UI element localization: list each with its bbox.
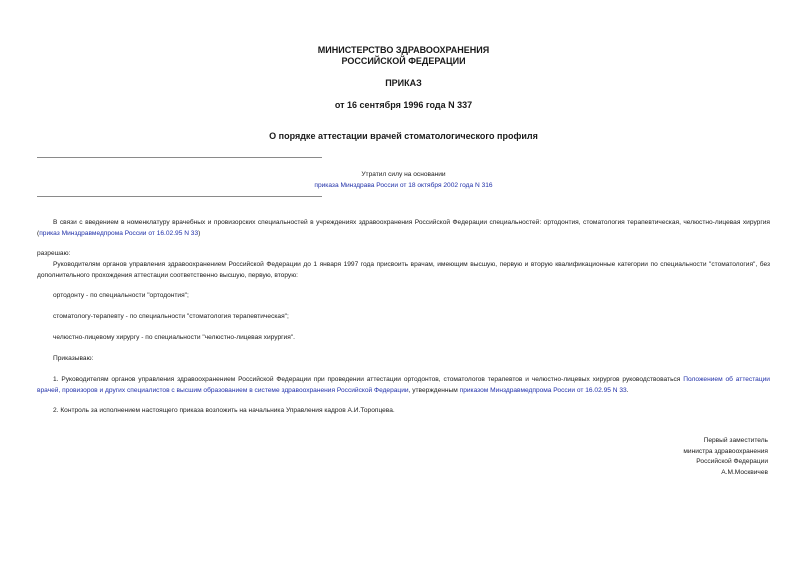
signature-block	[683, 436, 768, 478]
ministry-name-line2: РОССИЙСКОЙ ФЕДЕРАЦИИ	[341, 56, 466, 66]
ministry-name-line1: МИНИСТЕРСТВО ЗДРАВООХРАНЕНИЯ	[317, 45, 490, 55]
status-note-text: Утратил силу на основании	[361, 171, 446, 178]
document-date-number: от 16 сентября 1996 года N 337	[334, 100, 473, 110]
intro-order-link[interactable]: приказ Минздравмедпрома России от 16.02.95 N 33	[39, 230, 199, 237]
ministry-order-link[interactable]: приказом Минздравмедпрома России от 16.02.95 N 33	[459, 387, 627, 394]
point1-text: 1. Руководителям органов управления здравоохранением Российской Федерации при проведении аттестации ортодонтов, стоматологов терапевтов и челюстно-лицевых хирургов руководствоваться	[53, 376, 684, 383]
intro-text: В связи с введением в номенклатуру врачебных и провизорских специальностей в учреждениях здравоохранения Российской Федерации специальностей: ортодонтия, стоматология терапевтическая, челюстно-лицевая хирургия (	[37, 219, 770, 237]
intro-end: )	[198, 230, 201, 237]
status-note-line2	[0, 180, 807, 191]
regulation-link[interactable]: Положением об аттестации врачей, провизоров и других специалистов с высшим образованием в системе здравоохранения Российской Федерации	[37, 376, 770, 394]
allow-paragraph: Руководителям органов управления здравоохранением Российской Федерации до 1 января 1997 года присвоить врачам, имеющим высшую, первую и вторую квалификационные категории по специальности "стоматология", без дополнительного прохождения аттестации соответственно высшую, первую, вторую:	[37, 261, 770, 279]
divider-top	[37, 157, 322, 158]
list-item-surgeon: челюстно-лицевому хирургу - по специальности "челюстно-лицевая хирургия".	[53, 334, 295, 341]
list-item-therapist: стоматологу-терапевту - по специальности "стоматология терапевтическая";	[53, 313, 289, 320]
intro-paragraph	[37, 217, 770, 239]
order-point-2: 2. Контроль за исполнением настоящего приказа возложить на начальника Управления кадров А.И.Торопцева.	[53, 407, 395, 414]
allow-label: разрешаю:	[37, 250, 71, 257]
point1-end: .	[626, 387, 629, 394]
document-type: ПРИКАЗ	[385, 78, 422, 88]
list-item-orthodontist: ортодонту - по специальности "ортодонтия";	[53, 292, 189, 299]
point1-mid: , утвержденным	[408, 387, 460, 394]
divider-bottom	[37, 196, 322, 197]
signature-name: А.М.Москвичев	[721, 468, 768, 476]
order-point-1	[37, 374, 770, 396]
signature-country: Российской Федерации	[696, 458, 768, 465]
document-title: О порядке аттестации врачей стоматологического профиля	[269, 131, 538, 141]
order-label: Приказываю:	[53, 355, 94, 362]
signature-ministry: министра здравоохранения	[683, 447, 768, 455]
signature-position: Первый заместитель	[703, 437, 768, 444]
repeal-order-link[interactable]: приказа Минздрава России от 18 октября 2002 года N 316	[314, 182, 493, 189]
